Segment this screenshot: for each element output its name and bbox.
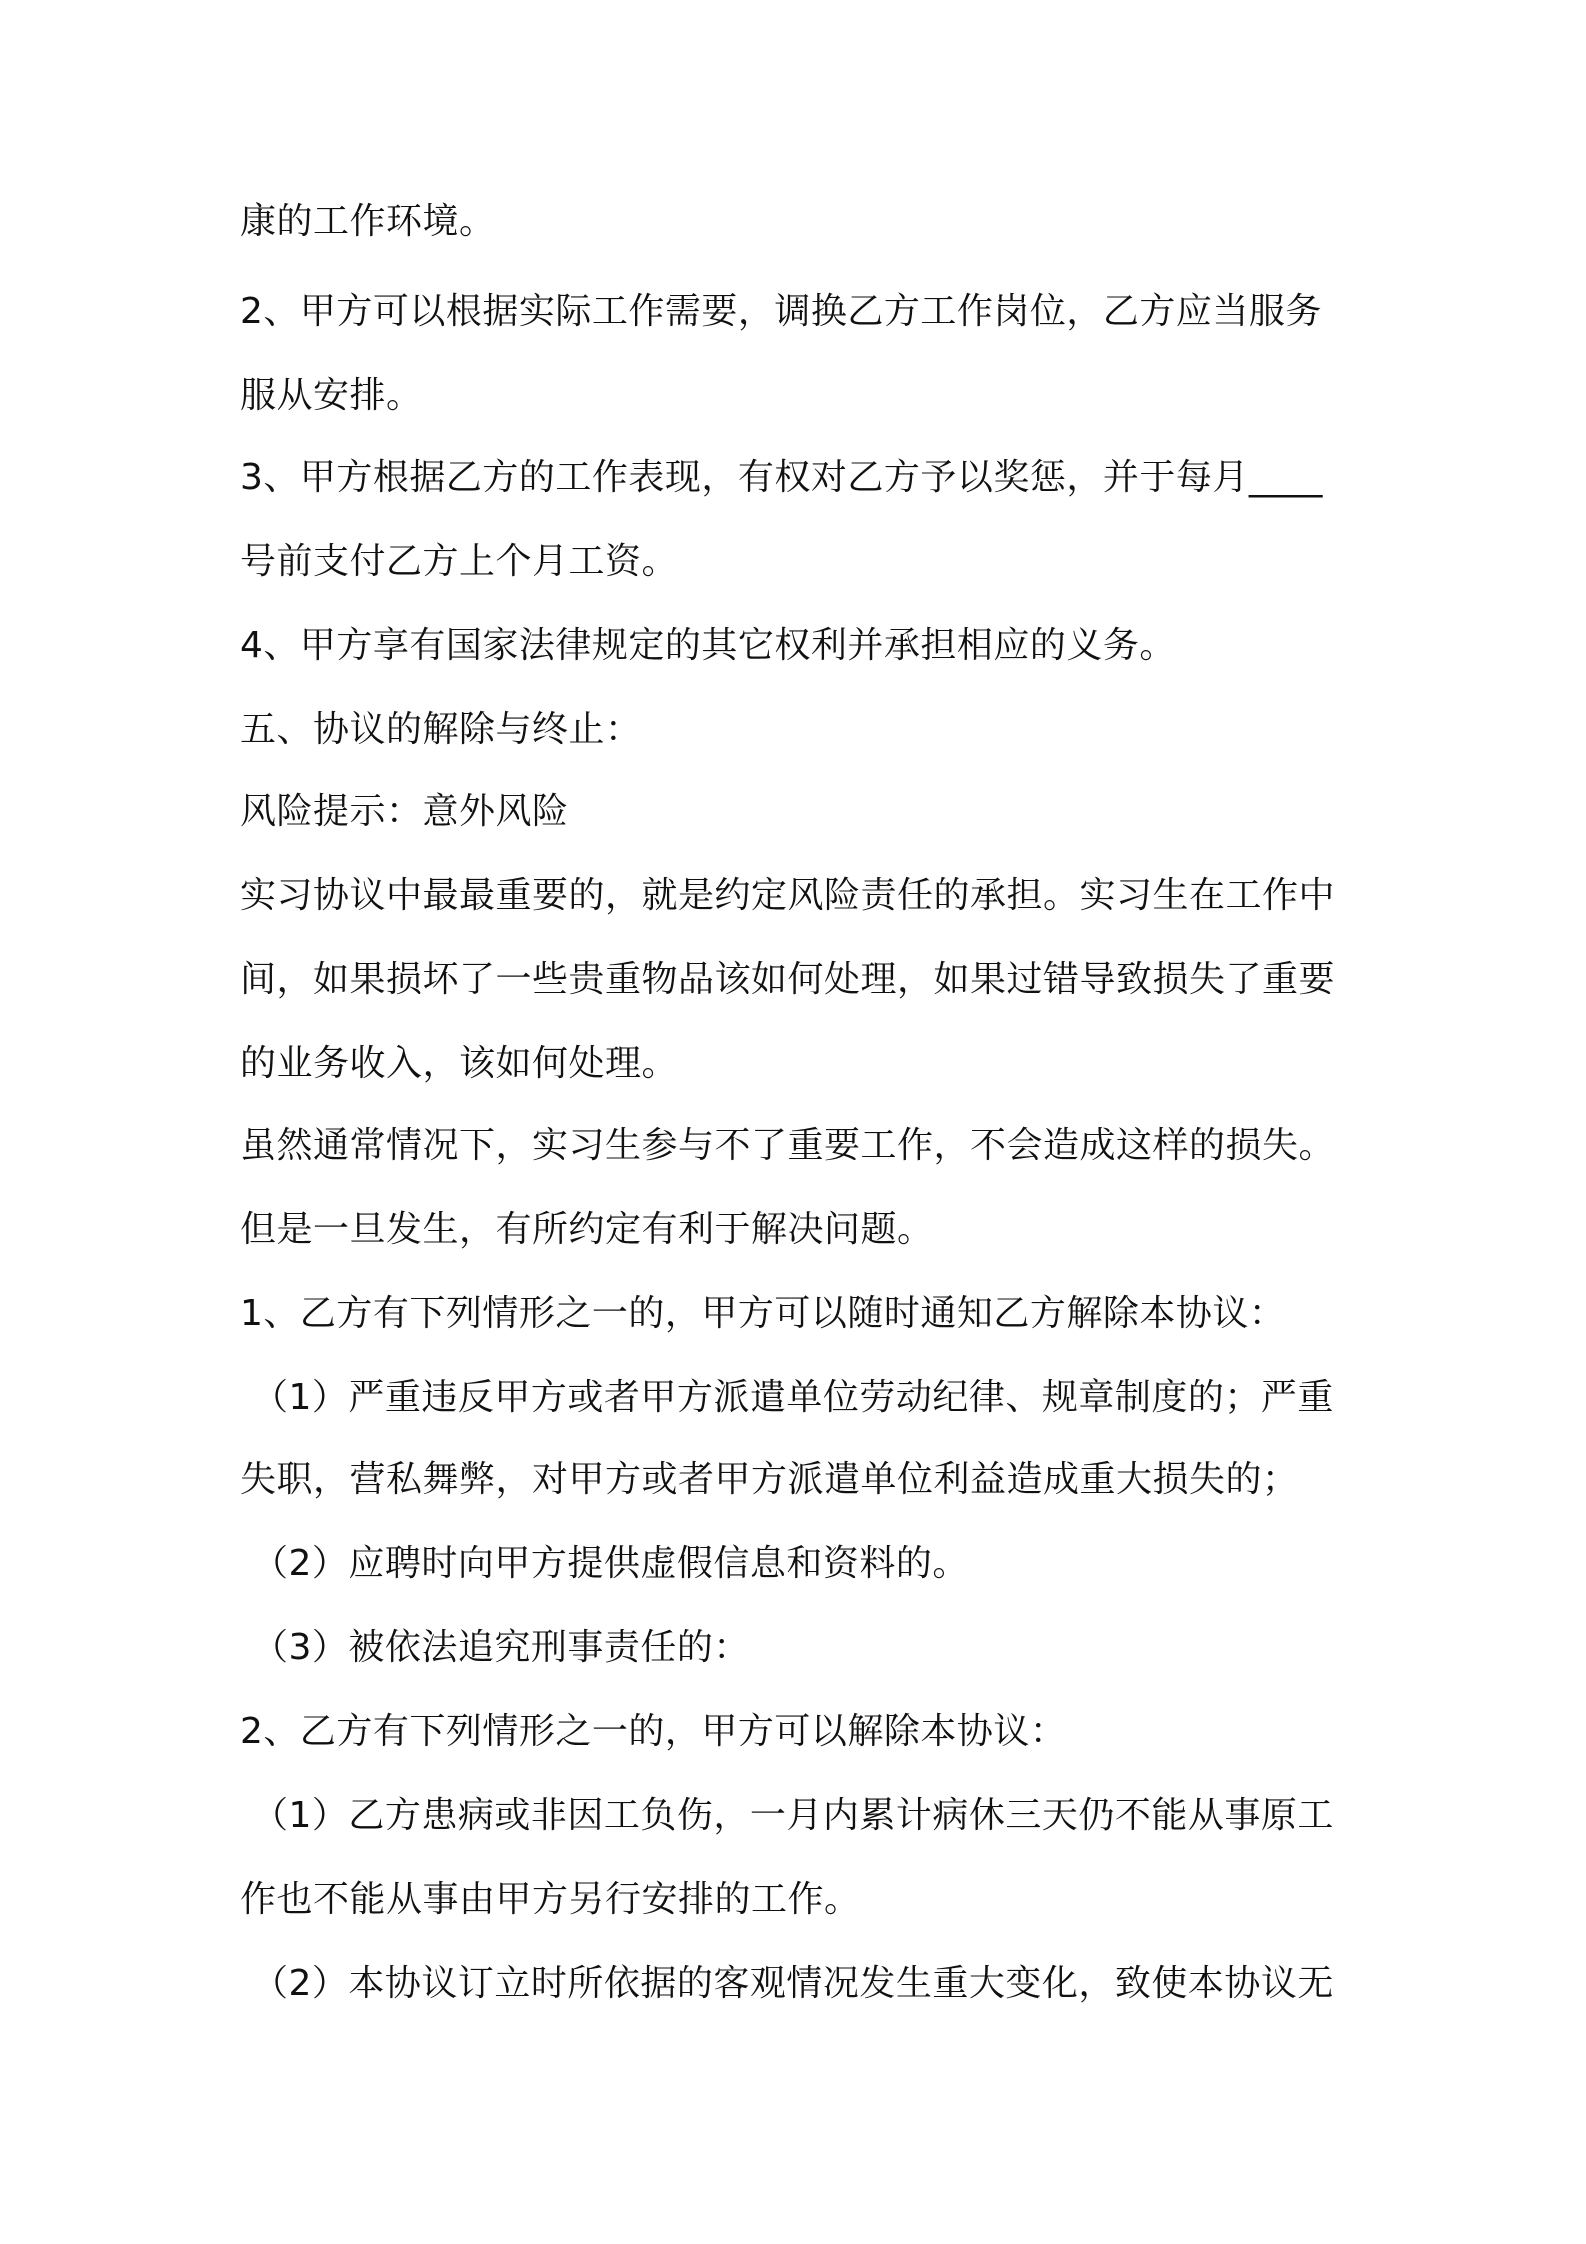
text-line-4: 3、甲方根据乙方的工作表现，有权对乙方予以奖惩，并于每月____	[240, 457, 1323, 498]
text-line-2: 2、甲方可以根据实际工作需要，调换乙方工作岗位，乙方应当服务	[240, 291, 1322, 332]
text-line-19: 2、乙方有下列情形之一的，甲方可以解除本协议：	[240, 1711, 1067, 1752]
text-line-22: （2）本协议订立时所依据的客观情况发生重大变化，致使本协议无	[252, 1963, 1334, 2004]
text-line-18: （3）被依法追究刑事责任的：	[252, 1627, 750, 1668]
text-line-14: 1、乙方有下列情形之一的，甲方可以随时通知乙方解除本协议：	[240, 1293, 1286, 1334]
text-line-16: 失职，营私舞弊，对甲方或者甲方派遣单位利益造成重大损失的；	[240, 1459, 1299, 1500]
text-line-20: （1）乙方患病或非因工负伤，一月内累计病休三天仍不能从事原工	[252, 1795, 1334, 1836]
risk-notice-heading: 风险提示：意外风险	[240, 791, 569, 832]
text-line-21: 作也不能从事由甲方另行安排的工作。	[240, 1879, 861, 1920]
text-line-15: （1）严重违反甲方或者甲方派遣单位劳动纪律、规章制度的；严重	[252, 1377, 1334, 1418]
section-heading: 五、协议的解除与终止：	[240, 709, 642, 750]
text-line-13: 但是一旦发生，有所约定有利于解决问题。	[240, 1209, 934, 1250]
text-line-17: （2）应聘时向甲方提供虚假信息和资料的。	[252, 1543, 969, 1584]
text-line-3: 服从安排。	[240, 375, 423, 416]
text-line-6: 4、甲方享有国家法律规定的其它权利并承担相应的义务。	[240, 625, 1176, 666]
text-line-1: 康的工作环境。	[240, 201, 496, 242]
text-line-9: 实习协议中最最重要的，就是约定风险责任的承担。实习生在工作中	[240, 875, 1336, 916]
text-line-12: 虽然通常情况下，实习生参与不了重要工作，不会造成这样的损失。	[240, 1125, 1336, 1166]
text-line-5: 号前支付乙方上个月工资。	[240, 541, 679, 582]
text-line-11: 的业务收入，该如何处理。	[240, 1043, 679, 1084]
text-line-10: 间，如果损坏了一些贵重物品该如何处理，如果过错导致损失了重要	[240, 959, 1336, 1000]
